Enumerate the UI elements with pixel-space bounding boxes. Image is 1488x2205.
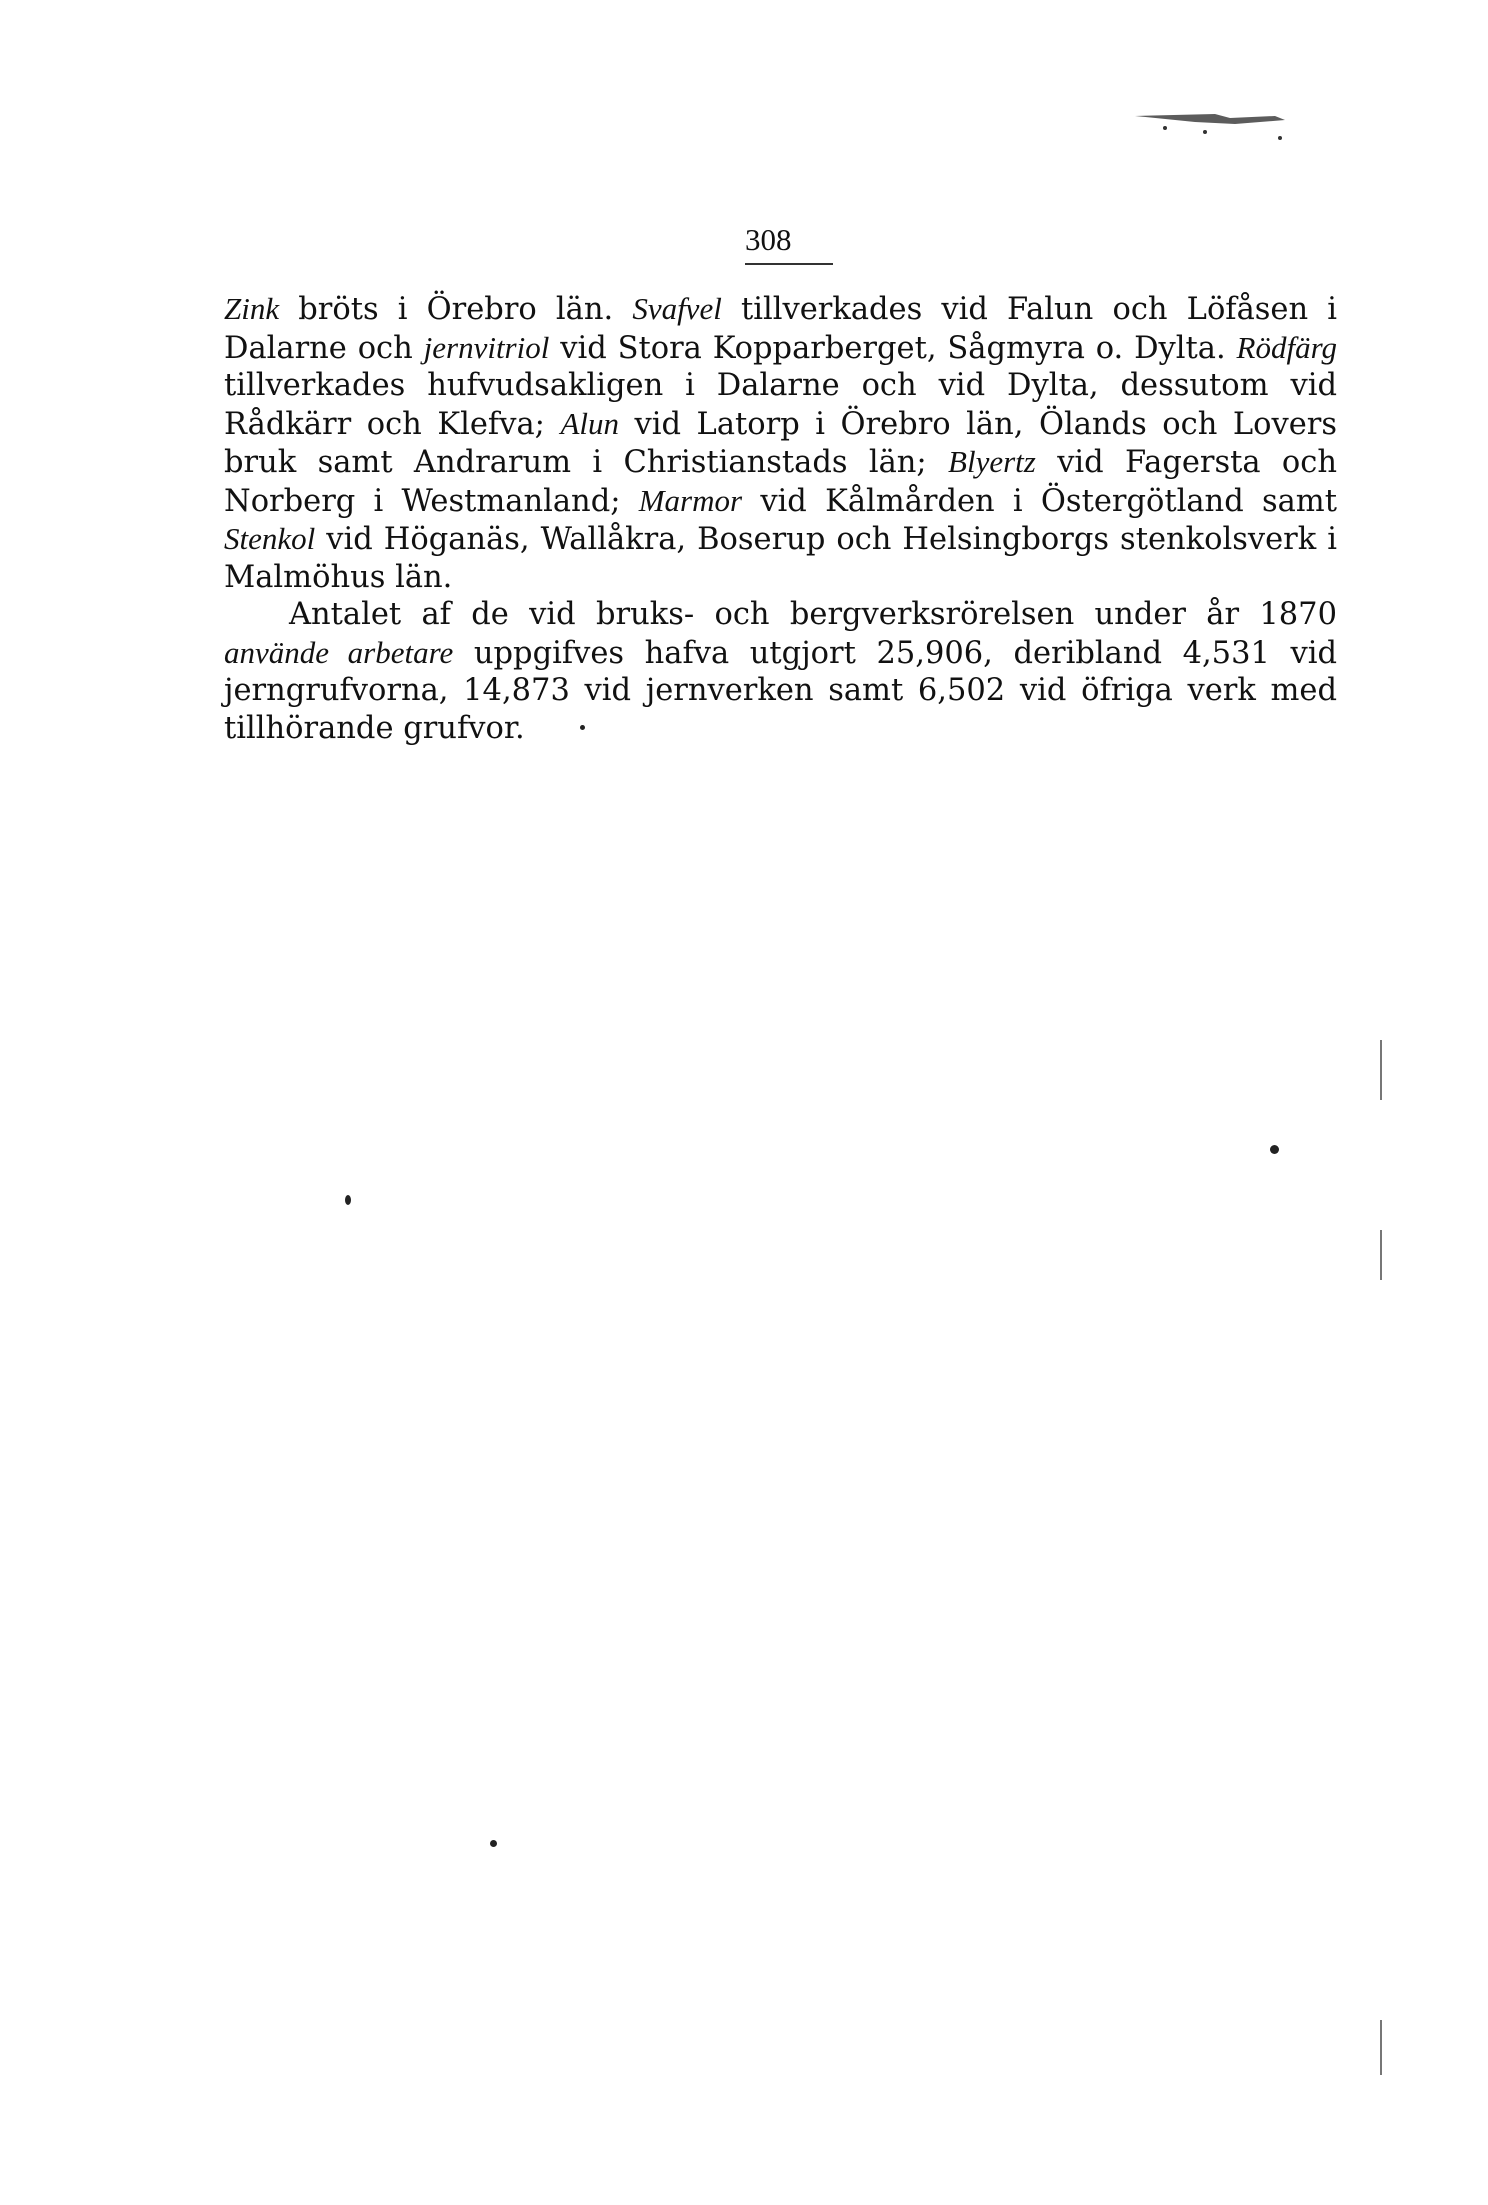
text-run: vid Höganäs, Wallåkra, Boserup och Helsingborgs stenkolsverk i Malmöhus län.: [224, 522, 1337, 595]
paragraph-2: [224, 596, 1337, 747]
edge-line: [1380, 1230, 1382, 1280]
italic-term: Blyertz: [948, 444, 1036, 479]
edge-line: [1380, 2020, 1382, 2075]
paragraph-1: [224, 290, 1337, 596]
italic-term: Svafvel: [632, 291, 722, 326]
body-text: [224, 290, 1337, 747]
page-number-rule: [745, 263, 833, 265]
speck: [490, 1840, 497, 1847]
scan-artifact-mark: [1095, 110, 1325, 150]
speck: [580, 725, 585, 730]
text-run: Antalet af de vid bruks- och bergverksrörelsen under år 1870: [289, 597, 1337, 632]
italic-term: Rödfärg: [1236, 329, 1337, 365]
text-run: uppgifves hafva utgjort 25,906, deribland 4,531 vid jerngrufvorna, 14,873 vid jernverken samt 6,502 vid öfriga verk med tillhörande grufvor.: [224, 635, 1337, 746]
italic-term: Stenkol: [224, 521, 316, 556]
italic-term: använde arbetare: [224, 634, 454, 670]
italic-term: Zink: [224, 291, 280, 326]
speck: [1270, 1145, 1279, 1154]
text-run: vid Fagersta och Norberg i Westmanland;: [224, 445, 1337, 519]
text-run: vid Latorp i Örebro län, Ölands och Lovers bruk samt Andrarum i Christianstads län;: [224, 406, 1337, 480]
italic-term: Alun: [560, 405, 619, 441]
text-run: tillverkades vid Falun och Löfåsen i Dalarne och: [224, 292, 1338, 366]
page-number: 308: [745, 222, 792, 257]
edge-line: [1380, 1040, 1382, 1100]
italic-term: Marmor: [638, 482, 743, 518]
text-run: vid Kålmården i Östergötland samt: [742, 483, 1337, 519]
text-run: tillverkades hufvudsakligen i Dalarne och vid Dylta, dessutom vid Rådkärr och Klefva;: [224, 368, 1337, 442]
speck: [345, 1195, 351, 1205]
text-run: bröts i Örebro län.: [279, 292, 633, 327]
italic-term: jernvitriol: [423, 329, 550, 365]
text-run: vid Stora Kopparberget, Sågmyra o. Dylta.: [549, 330, 1237, 366]
